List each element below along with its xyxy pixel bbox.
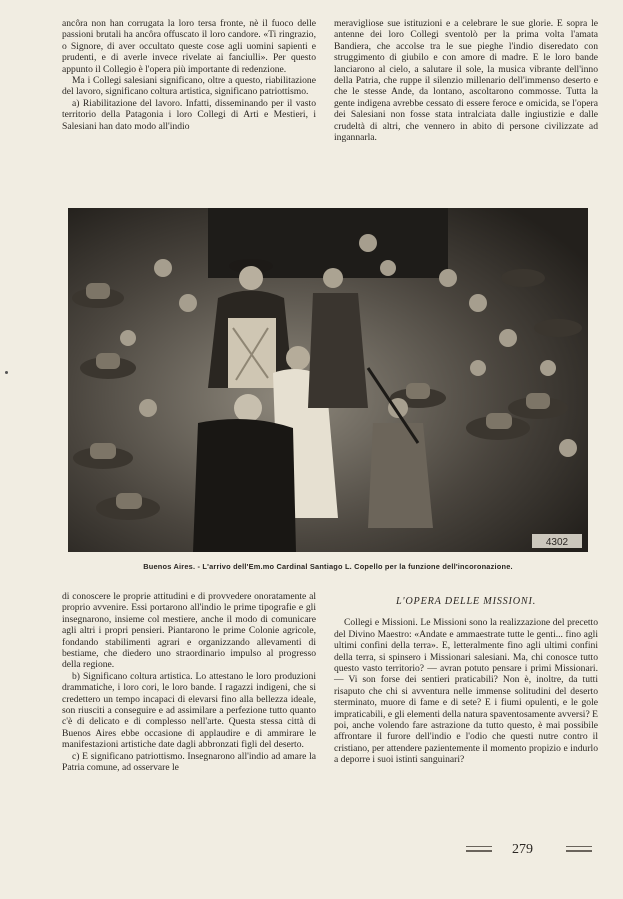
paragraph: Collegi e Missioni. Le Missioni sono la realizzazione del precetto del Divino Maestro: «Andate e ammaestrate tutte le genti... fino agli ultimi confini della terra». E, letteralmente fino agli ultimi confini della terra, si spinsero i Missionari salesiani. Ma, chi conosce tutto questo vasto territorio? — avran potuto pensare i primi Missionari. — Vi son forse dei sentieri praticabili? Non è, inoltre, da tutti risaputo che chi si avventura nelle immense solitudini del deserto sterminato, muore di fame e di sete? E i fiumi opulenti, e le gole impraticabili, e gli elementi della natura spaventosamente avversi? E poi, anche volendo fare astrazione da tutto questo, è mai possibile affrontare il furore dell'indio e l'odio che questi nutre contro il cristiano, per attendere pazientemente il momento propizio e indurlo a deporre i suoi istinti sanguinari? <box>334 617 598 766</box>
photo-caption: Buenos Aires. - L'arrivo dell'Em.mo Cardinal Santiago L. Copello per la funzione dell'incoronazione. <box>143 562 513 571</box>
column-top-left <box>62 18 316 132</box>
ornament-left <box>466 846 492 855</box>
margin-mark <box>5 371 8 374</box>
photo-stamp: 4302 <box>545 537 569 548</box>
paragraph: b) Significano coltura artistica. Lo attestano le loro produzioni drammatiche, i loro cori, le loro bande. I ragazzi indigeni, che si credettero un tempo incapaci di elevarsi fino alla bellezza ideale, son riusciti a conseguire e ad assimilare a perfezione tutto quanto c'è di delicato e di complesso nell'arte. Questa stessa città di Buenos Aires ebbe occasione di applaudire e di ammirare le manifestazioni artistiche date dagli abbronzati figli del deserto. <box>62 670 316 751</box>
photo-illustration <box>68 208 588 552</box>
paragraph: a) Riabilitazione del lavoro. Infatti, disseminando per il vasto territorio della Patagonia i loro Collegi di Arti e Mestieri, i Salesiani han dato modo all'indio <box>62 97 316 132</box>
ornament-right <box>566 846 592 855</box>
paragraph: ancôra non han corrugata la loro tersa fronte, nè il fuoco delle passioni brutali ha ancôra offuscato il loro candore. «Ti ringrazio, o Signore, di aver occultato queste cose agli uomini sapienti e prudenti, e di averle invece rivelate ai fanciulli». Per questo appunto il Collegio è l'opera più importante di redenzione. <box>62 18 316 75</box>
paragraph: meravigliose sue istituzioni e a celebrare le sue glorie. E sopra le antenne dei loro Collegi sventolò per la prima volta l'amata Bandiera, che accolse tra le sue pieghe l'indio diseredato con struggimento di giubilo e con amore di madre. E le loro bande lanciarono al cielo, a salutare il sole, la musica vibrante dell'inno della Patria, che ruppe il silenzio millenario dell'immenso deserto e che le stesse Ande, da lontano, ascoltarono commosse. Tutta la gente indigena avrebbe cessato di essere feroce e omicida, se l'opera dei Salesiani non fosse stata intralciata dalle ingiustizie e dalle crudeltà di altri, che vennero in abito di persone civilizzate ad ingannarla. <box>334 18 598 144</box>
paragraph: Ma i Collegi salesiani significano, oltre a questo, riabilitazione del lavoro, significano coltura artistica, significano patriottismo. <box>62 75 316 98</box>
photograph-cardinal-arrival <box>68 208 588 552</box>
column-top-right <box>334 18 598 143</box>
paragraph: di conoscere le proprie attitudini e di provvedere onoratamente al proprio avvenire. Essi portarono all'indio le prime tipografie e gli insegnarono, insieme col mestiere, anche il modo di comunicare agli altri i propri pensieri. Piantarono le prime Colonie agricole, fondando stabilimenti agrari e organizzando allevamenti di bestiame, che diedero uno straordinario impulso al progresso della regione. <box>62 591 316 671</box>
section-title: L'OPERA DELLE MISSIONI. <box>395 596 537 607</box>
column-bottom-right <box>334 591 598 766</box>
column-bottom-left <box>62 591 316 774</box>
paragraph: c) E significano patriottismo. Insegnarono all'indio ad amare la Patria comune, ad osservare le <box>62 750 316 774</box>
page-number: 279 <box>512 842 533 857</box>
